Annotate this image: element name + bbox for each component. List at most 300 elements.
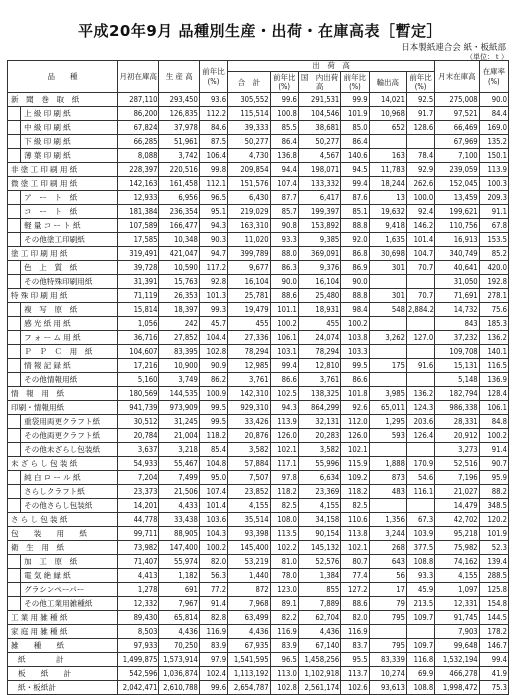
production-cell: 126,835 [159, 107, 199, 121]
organization-name: 日本製紙連合会 紙・板紙部 [401, 43, 506, 53]
production-yoy-cell: 104.4 [199, 331, 227, 345]
opening-stock-cell: 20,784 [118, 429, 159, 443]
table-row [8, 387, 509, 401]
production-cell: 88,905 [159, 527, 199, 541]
shipment-yoy-cell: 96.5 [270, 653, 298, 667]
stock-ratio-cell: 41.9 [479, 667, 508, 681]
stock-ratio-cell: 169.0 [479, 121, 508, 135]
exports-cell: 1,356 [369, 513, 406, 527]
production-yoy-cell: 77.2 [199, 583, 227, 597]
indent-cell [8, 331, 21, 345]
table-row [8, 513, 509, 527]
domestic-yoy-cell: 86.9 [341, 261, 369, 275]
table-row [8, 359, 509, 373]
stock-ratio-cell: 146.7 [479, 639, 508, 653]
domestic-cell: 7,889 [298, 597, 340, 611]
table-row [8, 527, 509, 541]
production-yoy-cell: 99.5 [199, 415, 227, 429]
table-row [8, 681, 509, 695]
opening-stock-cell: 8,503 [118, 625, 159, 639]
shipment-total-cell: 25,781 [228, 289, 270, 303]
indent-cell [8, 233, 21, 247]
stock-ratio-cell: 178.2 [479, 625, 508, 639]
exports-cell: 14,021 [369, 93, 406, 107]
stock-ratio-cell: 153.5 [479, 233, 508, 247]
exports-yoy-cell: 100.0 [406, 191, 434, 205]
production-cell: 37,978 [159, 121, 199, 135]
stock-ratio-cell: 209.3 [479, 191, 508, 205]
production-yoy-cell: 90.9 [199, 359, 227, 373]
exports-cell: 3,262 [369, 331, 406, 345]
closing-stock-cell: 109,708 [435, 345, 479, 359]
production-yoy-cell: 95.1 [199, 205, 227, 219]
closing-stock-cell: 14,732 [435, 303, 479, 317]
domestic-cell: 24,074 [298, 331, 340, 345]
closing-stock-cell: 7,903 [435, 625, 479, 639]
closing-stock-cell: 20,912 [435, 429, 479, 443]
header-production-yoy: 前年比(%) [199, 61, 227, 93]
indent-cell [8, 443, 21, 457]
table-row [8, 317, 509, 331]
report-title: 平成20年9月 品種別生産・出荷・在庫高表［暫定］ [77, 22, 443, 40]
shipment-yoy-cell: 113.5 [270, 527, 298, 541]
closing-stock-cell: 74,162 [435, 555, 479, 569]
shipment-total-cell: 142,310 [228, 387, 270, 401]
shipment-yoy-cell: 108.0 [270, 513, 298, 527]
shipment-yoy-cell: 97.8 [270, 471, 298, 485]
domestic-yoy-cell: 86.6 [341, 373, 369, 387]
production-yoy-cell: 106.4 [199, 149, 227, 163]
table-row [8, 401, 509, 415]
production-cell: 293,450 [159, 93, 199, 107]
domestic-yoy-cell: 98.4 [341, 303, 369, 317]
production-yoy-cell: 99.3 [199, 303, 227, 317]
shipment-yoy-cell: 82.2 [270, 611, 298, 625]
exports-cell: 3,244 [369, 527, 406, 541]
domestic-cell: 9,376 [298, 261, 340, 275]
shipment-yoy-cell: 107.4 [270, 177, 298, 191]
closing-stock-cell: 40,641 [435, 261, 479, 275]
exports-yoy-cell: 92.4 [406, 205, 434, 219]
production-yoy-cell: 100.9 [199, 387, 227, 401]
exports-yoy-cell: 126.4 [406, 429, 434, 443]
table-row [8, 177, 509, 191]
shipment-yoy-cell: 88.0 [270, 247, 298, 261]
production-yoy-cell: 83.9 [199, 639, 227, 653]
stock-ratio-cell: 75.6 [479, 303, 508, 317]
closing-stock-cell: 95,218 [435, 527, 479, 541]
production-yoy-cell: 99.6 [199, 681, 227, 695]
exports-yoy-cell: 116.8 [406, 653, 434, 667]
table-row [8, 135, 509, 149]
domestic-yoy-cell: 99.5 [341, 359, 369, 373]
exports-cell: 3,985 [369, 387, 406, 401]
domestic-cell: 199,397 [298, 205, 340, 219]
shipment-total-cell: 23,852 [228, 485, 270, 499]
domestic-cell: 2,561,174 [298, 681, 340, 695]
exports-yoy-cell: 91.7 [406, 107, 434, 121]
exports-cell: 56 [369, 569, 406, 583]
exports-yoy-cell: 103.9 [406, 527, 434, 541]
opening-stock-cell: 17,585 [118, 233, 159, 247]
domestic-yoy-cell: 92.0 [341, 233, 369, 247]
table-row [8, 639, 509, 653]
indent-cell [8, 583, 21, 597]
exports-cell: 9,418 [369, 219, 406, 233]
domestic-yoy-cell: 80.7 [341, 555, 369, 569]
closing-stock-cell: 14,479 [435, 499, 479, 513]
opening-stock-cell: 17,216 [118, 359, 159, 373]
production-cell: 31,245 [159, 415, 199, 429]
production-cell: 4,436 [159, 625, 199, 639]
shipment-yoy-cell: 123.0 [270, 583, 298, 597]
production-cell: 65,814 [159, 611, 199, 625]
stock-ratio-cell: 91.1 [479, 205, 508, 219]
closing-stock-cell: 42,702 [435, 513, 479, 527]
opening-stock-cell: 12,933 [118, 191, 159, 205]
domestic-yoy-cell: 99.4 [341, 177, 369, 191]
exports-yoy-cell [406, 135, 434, 149]
category-name: 非 塗 工 印 刷 用 紙 [8, 163, 118, 177]
exports-cell: 301 [369, 261, 406, 275]
closing-stock-cell: 7,196 [435, 471, 479, 485]
indent-cell [8, 345, 21, 359]
exports-cell: 93,613 [369, 681, 406, 695]
production-yoy-cell: 82.8 [199, 611, 227, 625]
shipment-total-cell: 399,789 [228, 247, 270, 261]
opening-stock-cell: 142,163 [118, 177, 159, 191]
stock-ratio-cell: 52.3 [479, 541, 508, 555]
indent-cell [8, 303, 21, 317]
exports-yoy-cell: 70.7 [406, 261, 434, 275]
stock-ratio-cell: 348.5 [479, 499, 508, 513]
domestic-cell: 90,154 [298, 527, 340, 541]
shipment-yoy-cell: 113.0 [270, 667, 298, 681]
domestic-yoy-cell: 88.8 [341, 289, 369, 303]
shipment-total-cell: 78,294 [228, 345, 270, 359]
product-name: 薄 葉 印 刷 紙 [21, 149, 118, 163]
closing-stock-cell: 31,050 [435, 275, 479, 289]
exports-cell: 163 [369, 149, 406, 163]
domestic-cell: 455 [298, 317, 340, 331]
exports-yoy-cell: 128.6 [406, 121, 434, 135]
shipment-total-cell: 33,426 [228, 415, 270, 429]
indent-cell [8, 429, 21, 443]
domestic-yoy-cell: 102.1 [341, 541, 369, 555]
production-cell: 21,004 [159, 429, 199, 443]
production-yoy-cell: 93.6 [199, 93, 227, 107]
stock-ratio-cell: 420.0 [479, 261, 508, 275]
production-yoy-cell: 94.3 [199, 219, 227, 233]
opening-stock-cell: 15,814 [118, 303, 159, 317]
closing-stock-cell: 99,648 [435, 639, 479, 653]
domestic-cell: 18,931 [298, 303, 340, 317]
closing-stock-cell: 37,232 [435, 331, 479, 345]
exports-cell: 65,011 [369, 401, 406, 415]
production-cell: 1,182 [159, 569, 199, 583]
exports-cell: 593 [369, 429, 406, 443]
opening-stock-cell: 12,332 [118, 597, 159, 611]
stock-ratio-cell: 288.5 [479, 569, 508, 583]
closing-stock-cell: 239,059 [435, 163, 479, 177]
stock-ratio-cell: 99.4 [479, 653, 508, 667]
shipment-yoy-cell: 126.0 [270, 429, 298, 443]
category-name: 情 報 用 紙 [8, 387, 118, 401]
production-yoy-cell: 86.2 [199, 373, 227, 387]
closing-stock-cell: 66,469 [435, 121, 479, 135]
stock-ratio-cell: 91.4 [479, 443, 508, 457]
table-row [8, 261, 509, 275]
production-yoy-cell: 107.4 [199, 485, 227, 499]
production-yoy-cell: 116.9 [199, 625, 227, 639]
shipment-total-cell: 39,333 [228, 121, 270, 135]
table-row [8, 163, 509, 177]
production-yoy-cell: 56.3 [199, 569, 227, 583]
closing-stock-cell: 340,749 [435, 247, 479, 261]
stock-ratio-cell: 90.0 [479, 93, 508, 107]
production-yoy-cell: 104.8 [199, 457, 227, 471]
header-stock-ratio: 在庫率(%) [479, 61, 508, 93]
exports-yoy-cell: 2,884.2 [406, 303, 434, 317]
opening-stock-cell: 67,824 [118, 121, 159, 135]
domestic-cell: 20,283 [298, 429, 340, 443]
stock-ratio-cell: 136.9 [479, 373, 508, 387]
shipment-total-cell: 6,430 [228, 191, 270, 205]
opening-stock-cell: 1,499,875 [118, 653, 159, 667]
unit-label: （単位：ｔ） [466, 53, 508, 61]
domestic-cell: 67,140 [298, 639, 340, 653]
exports-cell: 795 [369, 611, 406, 625]
domestic-cell: 104,546 [298, 107, 340, 121]
indent-cell [8, 415, 21, 429]
domestic-cell: 1,458,256 [298, 653, 340, 667]
shipment-total-cell: 1,113,192 [228, 667, 270, 681]
exports-yoy-cell: 92.5 [406, 93, 434, 107]
shipment-total-cell: 63,499 [228, 611, 270, 625]
exports-yoy-cell [406, 317, 434, 331]
shipment-yoy-cell: 94.4 [270, 163, 298, 177]
product-name: 複 写 原 紙 [21, 303, 118, 317]
shipment-yoy-cell: 81.0 [270, 555, 298, 569]
domestic-yoy-cell: 94.5 [341, 163, 369, 177]
production-cell: 236,354 [159, 205, 199, 219]
exports-cell [369, 317, 406, 331]
table-row [8, 373, 509, 387]
stock-ratio-cell: 113.9 [479, 163, 508, 177]
exports-yoy-cell [406, 373, 434, 387]
production-yoy-cell: 100.2 [199, 541, 227, 555]
shipment-yoy-cell: 93.3 [270, 233, 298, 247]
production-yoy-cell: 102.4 [199, 667, 227, 681]
domestic-yoy-cell: 113.7 [341, 667, 369, 681]
production-cell: 3,749 [159, 373, 199, 387]
exports-cell: 18,244 [369, 177, 406, 191]
opening-stock-cell: 7,204 [118, 471, 159, 485]
domestic-cell: 133,332 [298, 177, 340, 191]
table-row [8, 247, 509, 261]
indent-cell [8, 191, 21, 205]
table-row [8, 219, 509, 233]
table-row [8, 625, 509, 639]
exports-yoy-cell: 45.9 [406, 583, 434, 597]
category-name: 衛 生 用 紙 [8, 541, 118, 555]
domestic-yoy-cell: 87.6 [341, 191, 369, 205]
shipment-total-cell: 1,440 [228, 569, 270, 583]
shipment-total-cell: 1,541,595 [228, 653, 270, 667]
header-exports: 輸出高 [369, 72, 406, 93]
shipment-yoy-cell: 85.7 [270, 205, 298, 219]
shipment-yoy-cell: 94.3 [270, 401, 298, 415]
domestic-yoy-cell: 102.1 [341, 443, 369, 457]
exports-yoy-cell: 54.6 [406, 471, 434, 485]
product-name: 加 工 原 紙 [21, 555, 118, 569]
exports-yoy-cell: 377.5 [406, 541, 434, 555]
production-yoy-cell: 99.8 [199, 163, 227, 177]
table-row [8, 583, 509, 597]
shipment-total-cell: 4,436 [228, 625, 270, 639]
exports-yoy-cell: 101.4 [406, 233, 434, 247]
domestic-yoy-cell: 95.5 [341, 653, 369, 667]
domestic-cell: 16,104 [298, 275, 340, 289]
table-row [8, 541, 509, 555]
opening-stock-cell: 542,596 [118, 667, 159, 681]
opening-stock-cell: 44,778 [118, 513, 159, 527]
product-name: 色 上 質 紙 [21, 261, 118, 275]
domestic-yoy-cell: 113.8 [341, 527, 369, 541]
domestic-yoy-cell: 101.9 [341, 107, 369, 121]
exports-yoy-cell: 262.6 [406, 177, 434, 191]
exports-yoy-cell: 109.7 [406, 611, 434, 625]
domestic-yoy-cell: 86.4 [341, 135, 369, 149]
exports-cell: 483 [369, 485, 406, 499]
indent-cell [8, 261, 21, 275]
shipment-yoy-cell: 106.1 [270, 331, 298, 345]
exports-cell [369, 499, 406, 513]
exports-cell: 652 [369, 121, 406, 135]
opening-stock-cell: 2,042,471 [118, 681, 159, 695]
category-name: さ ら し 包 装 紙 [8, 513, 118, 527]
domestic-cell: 52,576 [298, 555, 340, 569]
exports-yoy-cell: 124.3 [406, 401, 434, 415]
closing-stock-cell: 1,998,472 [435, 681, 479, 695]
exports-yoy-cell [406, 345, 434, 359]
header-production: 生 産 高 [159, 61, 199, 93]
stock-ratio-cell: 136.2 [479, 331, 508, 345]
shipment-total-cell: 209,854 [228, 163, 270, 177]
shipment-total-cell: 16,104 [228, 275, 270, 289]
domestic-cell: 1,384 [298, 569, 340, 583]
table-row [8, 611, 509, 625]
shipment-total-cell: 7,507 [228, 471, 270, 485]
shipment-total-cell: 35,514 [228, 513, 270, 527]
production-yoy-cell: 45.7 [199, 317, 227, 331]
domestic-yoy-cell: 86.8 [341, 247, 369, 261]
shipment-total-cell: 11,020 [228, 233, 270, 247]
table-row [8, 485, 509, 499]
indent-cell [8, 373, 21, 387]
production-cell: 691 [159, 583, 199, 597]
domestic-cell: 6,417 [298, 191, 340, 205]
opening-stock-cell: 3,637 [118, 443, 159, 457]
production-cell: 83,395 [159, 345, 199, 359]
production-yoy-cell: 94.7 [199, 247, 227, 261]
opening-stock-cell: 287,110 [118, 93, 159, 107]
header-total: 合 計 [228, 72, 270, 93]
production-yoy-cell: 92.8 [199, 275, 227, 289]
domestic-yoy-cell: 110.6 [341, 513, 369, 527]
table-row [8, 121, 509, 135]
opening-stock-cell: 107,589 [118, 219, 159, 233]
table-row [8, 457, 509, 471]
domestic-cell: 62,704 [298, 611, 340, 625]
stock-ratio-cell: 135.2 [479, 135, 508, 149]
closing-stock-cell: 152,045 [435, 177, 479, 191]
header-exports-yoy: 前年比(%) [406, 72, 434, 93]
exports-yoy-cell: 108.8 [406, 681, 434, 695]
domestic-yoy-cell: 99.9 [341, 93, 369, 107]
exports-cell: 19,632 [369, 205, 406, 219]
shipment-yoy-cell: 85.5 [270, 121, 298, 135]
exports-cell: 11,783 [369, 163, 406, 177]
exports-cell [369, 275, 406, 289]
shipment-total-cell: 20,876 [228, 429, 270, 443]
shipment-yoy-cell: 118.2 [270, 485, 298, 499]
opening-stock-cell: 39,728 [118, 261, 159, 275]
production-yoy-cell: 101.4 [199, 499, 227, 513]
closing-stock-cell: 71,691 [435, 289, 479, 303]
exports-yoy-cell: 203.6 [406, 415, 434, 429]
closing-stock-cell: 67,969 [435, 135, 479, 149]
production-yoy-cell: 112.1 [199, 177, 227, 191]
stock-ratio-cell: 278.1 [479, 289, 508, 303]
stock-ratio-cell: 140.1 [479, 345, 508, 359]
shipment-total-cell: 19,479 [228, 303, 270, 317]
shipment-yoy-cell: 86.6 [270, 373, 298, 387]
domestic-yoy-cell: 100.2 [341, 317, 369, 331]
product-name: コ ー ト 紙 [21, 205, 118, 219]
domestic-cell: 34,158 [298, 513, 340, 527]
production-cell: 147,400 [159, 541, 199, 555]
indent-cell [8, 317, 21, 331]
closing-stock-cell: 13,459 [435, 191, 479, 205]
product-name: その他情報用紙 [21, 373, 118, 387]
production-cell: 1,036,874 [159, 667, 199, 681]
indent-cell [8, 499, 21, 513]
exports-cell [369, 135, 406, 149]
domestic-yoy-cell: 140.6 [341, 149, 369, 163]
production-cell: 6,956 [159, 191, 199, 205]
exports-yoy-cell: 67.3 [406, 513, 434, 527]
production-yoy-cell: 118.2 [199, 429, 227, 443]
domestic-yoy-cell: 109.2 [341, 471, 369, 485]
product-name: 下 級 印 刷 紙 [21, 135, 118, 149]
indent-cell [8, 149, 21, 163]
domestic-yoy-cell: 90.0 [341, 275, 369, 289]
category-name: 家 庭 用 雑 種 紙 [8, 625, 118, 639]
exports-yoy-cell: 91.6 [406, 359, 434, 373]
exports-yoy-cell: 213.5 [406, 597, 434, 611]
shipment-yoy-cell: 102.2 [270, 541, 298, 555]
opening-stock-cell: 66,285 [118, 135, 159, 149]
production-table [7, 60, 509, 695]
indent-cell [8, 569, 21, 583]
domestic-cell: 855 [298, 583, 340, 597]
table-row [8, 205, 509, 219]
exports-yoy-cell [406, 443, 434, 457]
closing-stock-cell: 1,532,194 [435, 653, 479, 667]
table-row [8, 107, 509, 121]
product-name: 軽 量 コ ー ト 紙 [21, 219, 118, 233]
